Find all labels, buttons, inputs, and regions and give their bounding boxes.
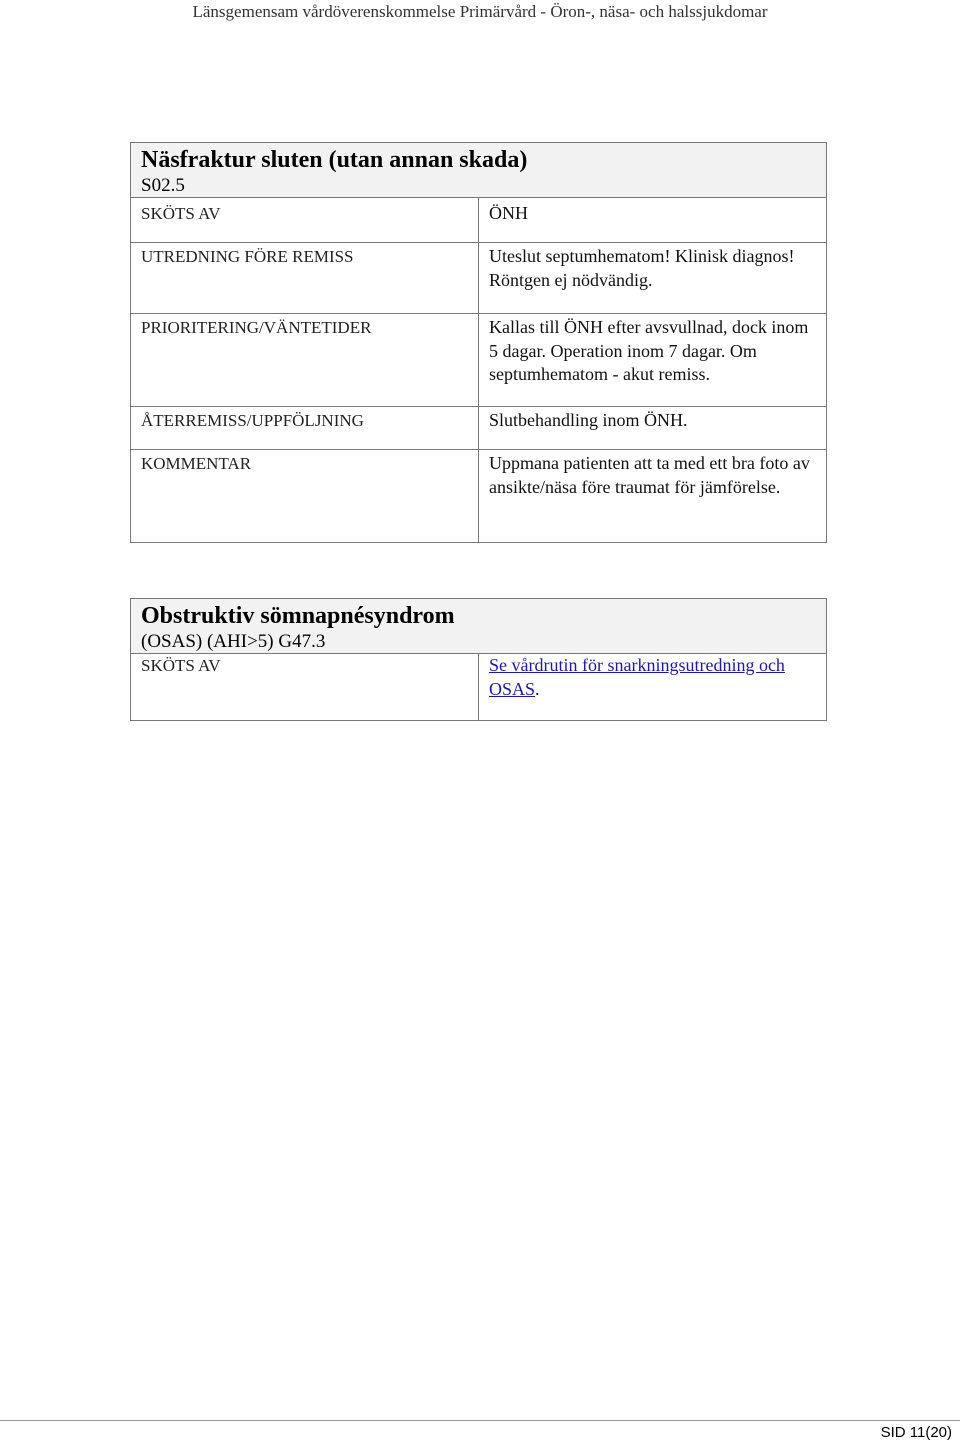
row-label: PRIORITERING/VÄNTETIDER	[131, 314, 479, 407]
row-value: Uteslut septumhematom! Klinisk diagnos! Röntgen ej nödvändig.	[479, 243, 827, 314]
page-number: SID 11(20)	[880, 1424, 952, 1441]
document-header: Länsgemensam vårdöverenskommelse Primärvård - Öron-, näsa- och halssjukdomar	[192, 2, 768, 21]
table-row	[131, 450, 827, 543]
row-value: ÖNH	[479, 198, 827, 243]
row-label: UTREDNING FÖRE REMISS	[131, 243, 479, 314]
osas-table	[130, 598, 827, 721]
row-value: Slutbehandling inom ÖNH.	[479, 407, 827, 450]
table-row	[131, 314, 827, 407]
row-label: SKÖTS AV	[131, 654, 479, 721]
section-heading-row	[131, 599, 827, 654]
row-value: Uppmana patienten att ta med ett bra foto av ansikte/näsa före traumat för jämförelse.	[479, 450, 827, 543]
diagnosis-code: S02.5	[141, 175, 185, 196]
row-label: SKÖTS AV	[131, 198, 479, 243]
table-row	[131, 243, 827, 314]
row-label: KOMMENTAR	[131, 450, 479, 543]
section-heading-row	[131, 143, 827, 198]
row-value: Kallas till ÖNH efter avsvullnad, dock inom 5 dagar. Operation inom 7 dagar. Om septumhematom - akut remiss.	[479, 314, 827, 407]
table-row	[131, 198, 827, 243]
diagnosis-code: (OSAS) (AHI>5) G47.3	[141, 631, 326, 652]
section-heading-cell	[131, 143, 827, 198]
footer-divider	[0, 1420, 960, 1421]
nasfraktur-table	[130, 142, 827, 543]
table-row	[131, 654, 827, 721]
table-row	[131, 407, 827, 450]
section-title: Obstruktiv sömnapnésyndrom	[141, 603, 455, 629]
section-title: Näsfraktur sluten (utan annan skada)	[141, 147, 528, 173]
row-value	[479, 654, 827, 721]
row-label: ÅTERREMISS/UPPFÖLJNING	[131, 407, 479, 450]
vardrutin-link[interactable]: Se vårdrutin för snarkningsutredning och OSAS	[489, 655, 785, 699]
section-heading-cell	[131, 599, 827, 654]
link-trailing-period: .	[535, 678, 540, 699]
